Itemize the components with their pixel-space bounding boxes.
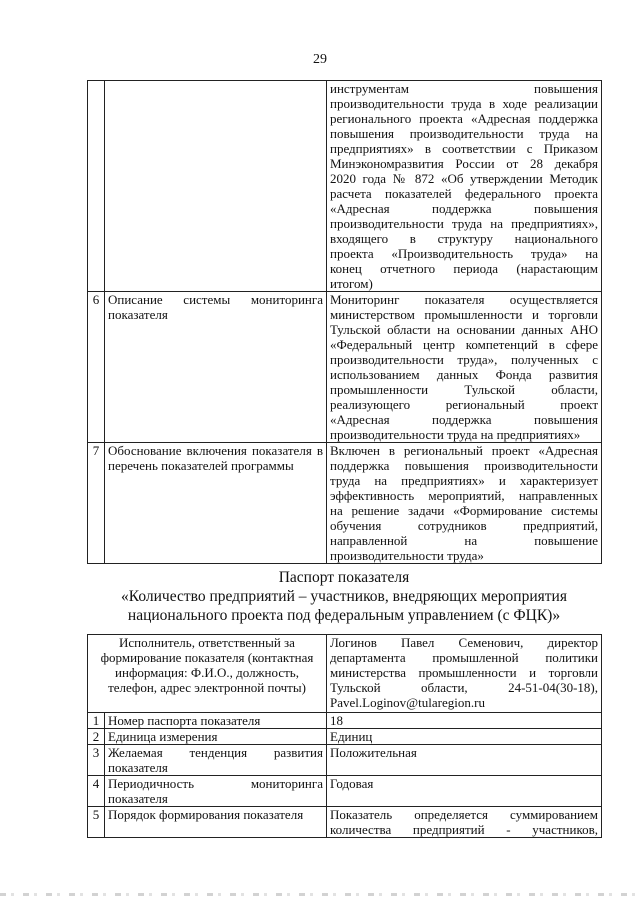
row-value-cell (327, 81, 602, 292)
value-line: Тульской области на основании данных АНО (330, 322, 598, 337)
value-line: Показатель определяется суммированием (330, 807, 598, 822)
row-label-cell (105, 713, 327, 729)
value-line: Логинов Павел Семенович, директор (330, 635, 598, 650)
table-row (88, 807, 602, 838)
row-number-cell: 3 (88, 745, 105, 776)
value-line: обучения сотрудников предприятий, (330, 518, 598, 533)
table-row (88, 745, 602, 776)
table-row (88, 713, 602, 729)
row-label-cell (105, 729, 327, 745)
value-line: производительности труда» (330, 548, 484, 563)
row-number-cell: 5 (88, 807, 105, 838)
row-value-cell (327, 807, 602, 838)
row-number-cell (88, 81, 105, 292)
label-line: Номер паспорта показателя (108, 713, 261, 728)
row-number-cell: 6 (88, 292, 105, 443)
value-line: 2020 года № 872 «Об утверждении Методик (330, 171, 598, 186)
table-row (88, 729, 602, 745)
label-line: телефон, адрес электронной почты) (108, 680, 306, 695)
row-number-cell: 7 (88, 443, 105, 564)
row-number-cell: 1 (88, 713, 105, 729)
executor-label-cell (88, 635, 327, 713)
executor-row (88, 635, 602, 713)
row-label-cell (105, 292, 327, 443)
label-line: Обоснование включения показателя в (108, 443, 323, 458)
label-line: Желаемая тенденция развития (108, 745, 323, 760)
value-line: производительности труда», полученных с (330, 352, 598, 367)
value-line: промышленности Тульской области, (330, 382, 598, 397)
value-line: Тульской области, 24-51-04(30-18), (330, 680, 598, 695)
label-line: Периодичность мониторинга (108, 776, 323, 791)
table-row (88, 443, 602, 564)
label-line: показателя (108, 307, 168, 322)
page-number: 29 (313, 52, 327, 67)
value-line: производительности труда на предприятиях», (330, 216, 598, 231)
row-label-cell (105, 776, 327, 807)
row-label-cell (105, 807, 327, 838)
value-line: «Федеральный центр компетенций в сфере (330, 337, 598, 352)
passport-title: Паспорт показателя (278, 569, 410, 586)
label-line: Исполнитель, ответственный за (119, 635, 295, 650)
value-line: использованием данных Фонда развития (330, 367, 598, 382)
value-line: итогом) (330, 276, 373, 291)
row-value-cell (327, 443, 602, 564)
value-line: на решение задачи «Формирование системы (330, 503, 598, 518)
value-line: предприятиях» в соответствии с Приказом (330, 141, 598, 156)
value-line: 18 (330, 713, 343, 728)
value-line: производительности труда на предприятиях» (330, 427, 581, 442)
table-row (88, 292, 602, 443)
value-line: расчета показателей федерального проекта (330, 186, 598, 201)
value-line: «Адресная поддержка повышения (330, 201, 598, 216)
row-value-cell (327, 713, 602, 729)
label-line: Единица измерения (108, 729, 218, 744)
label-line: показателя (108, 760, 168, 775)
row-number-cell: 2 (88, 729, 105, 745)
scan-artifact-strip (0, 893, 640, 896)
label-line: Порядок формирования показателя (108, 807, 304, 822)
value-line: инструментам повышения (330, 81, 598, 96)
label-line: формирование показателя (контактная (100, 650, 314, 665)
value-line: министерством промышленности и торговли (330, 307, 598, 322)
executor-value-cell (327, 635, 602, 713)
label-line: информация: Ф.И.О., должность, (115, 665, 299, 680)
value-line: Единиц (330, 729, 373, 744)
label-line: показателя (108, 791, 168, 806)
row-value-cell (327, 292, 602, 443)
value-line: труда на предприятиях» и характеризует (330, 473, 598, 488)
value-line: «Адресная поддержка повышения (330, 412, 598, 427)
value-line: повышения производительности труда на (330, 126, 598, 141)
value-line: реализующего региональный проект (330, 397, 598, 412)
contact-email: Pavel.Loginov@tularegion.ru (330, 695, 485, 710)
row-value-cell (327, 776, 602, 807)
indicator-table-continued (87, 80, 602, 564)
value-line: Годовая (330, 776, 374, 791)
label-line: перечень показателей программы (108, 458, 294, 473)
value-line: эффективность мероприятий, направленных (330, 488, 598, 503)
value-line: министерства промышленности и торговли (330, 665, 598, 680)
passport-subtitle-line: «Количество предприятий – участников, внедряющих мероприятия (121, 588, 567, 605)
row-value-cell (327, 729, 602, 745)
value-line: департамента промышленной политики (330, 650, 598, 665)
row-number-cell: 4 (88, 776, 105, 807)
value-line: регионального проекта «Адресная поддержка (330, 111, 598, 126)
value-line: направленной на повышение (330, 533, 598, 548)
value-line: Включен в региональный проект «Адресная (330, 443, 598, 458)
passport-subtitle-line: национального проекта под федеральным управлением (с ФЦК)» (127, 607, 561, 624)
value-line: количества предприятий - участников, (330, 822, 598, 837)
indicator-passport-table (87, 634, 602, 838)
value-line: производительности труда в ходе реализации (330, 96, 598, 111)
row-value-cell (327, 745, 602, 776)
value-line: Мониторинг показателя осуществляется (330, 292, 598, 307)
value-line: конец отчетного периода (нарастающим (330, 261, 598, 276)
label-line: Описание системы мониторинга (108, 292, 323, 307)
table-row-continuation (88, 81, 602, 292)
row-label-cell (105, 745, 327, 776)
value-line: Минэкономразвития России от 28 декабря (330, 156, 598, 171)
value-line: проекта «Производительность труда» на (330, 246, 598, 261)
table-row (88, 776, 602, 807)
value-line: входящего в структуру национального (330, 231, 598, 246)
row-label-cell (105, 81, 327, 292)
value-line: Положительная (330, 745, 417, 760)
row-label-cell (105, 443, 327, 564)
value-line: поддержка повышения производительности (330, 458, 598, 473)
